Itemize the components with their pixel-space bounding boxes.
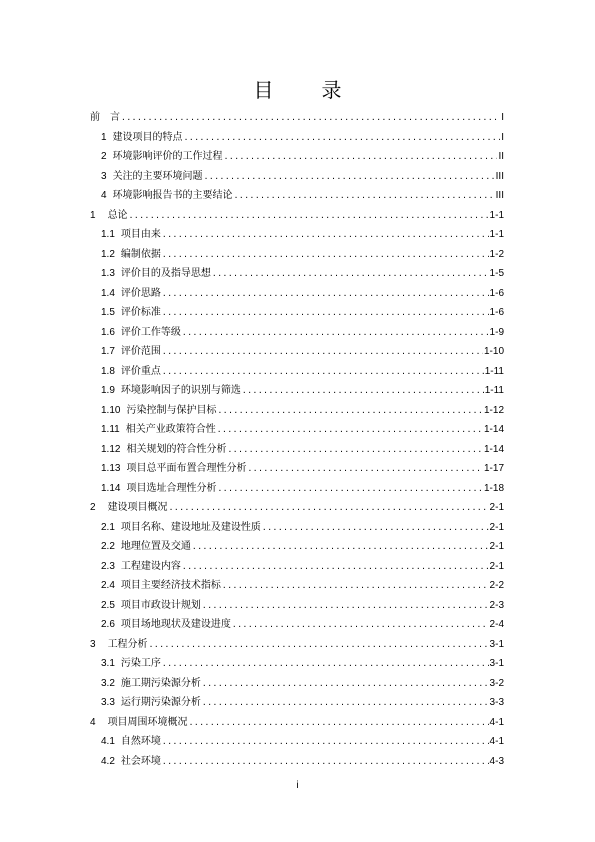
table-of-contents xyxy=(90,108,504,771)
dot-leader xyxy=(262,518,489,538)
toc-entry-title: 项目主要经济技术指标 xyxy=(120,580,221,591)
toc-entry-number: 4.1 xyxy=(101,736,115,747)
toc-entry-title: 施工期污染源分析 xyxy=(120,677,201,689)
toc-entry[interactable] xyxy=(90,186,504,206)
toc-entry[interactable] xyxy=(90,537,504,557)
page-number: i xyxy=(296,780,299,791)
toc-entry-title: 运行期污染源分析 xyxy=(120,697,201,708)
toc-entry-number: 3.1 xyxy=(101,658,115,669)
dot-leader xyxy=(162,752,489,772)
dot-leader xyxy=(121,108,500,128)
toc-entry-number: 1.3 xyxy=(101,268,115,279)
dot-leader xyxy=(202,596,489,616)
toc-entry-page: III xyxy=(495,170,504,182)
dot-leader xyxy=(204,167,495,187)
toc-entry-title: 评价重点 xyxy=(120,365,161,377)
toc-entry-title: 社会环境 xyxy=(120,755,161,767)
toc-entry[interactable] xyxy=(90,479,504,499)
toc-entry-number: 1.4 xyxy=(101,287,115,299)
toc-entry-number: 3.2 xyxy=(101,677,115,689)
toc-entry-number: 1.12 xyxy=(101,443,121,455)
toc-entry-title: 评价标准 xyxy=(120,307,161,318)
toc-entry-page: 2-1 xyxy=(489,502,504,513)
toc-entry-title: 项目总平面布置合理性分析 xyxy=(126,463,247,474)
dot-leader xyxy=(192,537,489,557)
toc-entry[interactable] xyxy=(90,381,504,401)
dot-leader xyxy=(227,440,483,460)
toc-entry-title: 项目名称、建设地址及建设性质 xyxy=(120,521,261,533)
toc-entry-number: 2.2 xyxy=(101,541,115,552)
toc-entry[interactable] xyxy=(90,303,504,323)
toc-entry[interactable] xyxy=(90,518,504,538)
toc-entry-number: 1.8 xyxy=(101,365,115,377)
toc-entry-title: 项目场地现状及建设进度 xyxy=(120,619,231,630)
dot-leader xyxy=(212,264,489,284)
toc-entry-title: 评价范围 xyxy=(120,346,161,357)
toc-entry-number: 1.14 xyxy=(101,482,121,494)
toc-entry[interactable] xyxy=(90,420,504,440)
toc-entry-number: 1.10 xyxy=(101,404,121,416)
toc-entry[interactable] xyxy=(90,459,504,479)
toc-entry-page: I xyxy=(501,131,504,143)
toc-entry-number: 1 xyxy=(101,131,107,143)
toc-entry-title: 项目市政设计规划 xyxy=(120,599,201,611)
toc-entry[interactable] xyxy=(90,635,504,655)
toc-entry-page: 1-11 xyxy=(484,365,504,377)
dot-leader xyxy=(222,576,489,596)
toc-entry-page: 1-10 xyxy=(483,346,504,357)
toc-entry-page: II xyxy=(498,151,504,162)
toc-entry[interactable] xyxy=(90,752,504,772)
toc-entry[interactable] xyxy=(90,128,504,148)
toc-entry-number: 4.2 xyxy=(101,755,115,767)
toc-entry-number: 2 xyxy=(101,151,107,162)
dot-leader xyxy=(217,420,483,440)
toc-entry-page: 2-3 xyxy=(489,599,504,611)
toc-entry-number: 2.3 xyxy=(101,560,115,572)
page-title: 目 录 xyxy=(253,78,356,102)
toc-entry[interactable] xyxy=(90,147,504,167)
toc-entry-page: 4-1 xyxy=(489,716,504,728)
toc-entry[interactable] xyxy=(90,167,504,187)
toc-entry[interactable] xyxy=(90,225,504,245)
toc-entry-page: 1-9 xyxy=(489,326,504,338)
toc-entry-number: 2.6 xyxy=(101,619,115,630)
toc-entry[interactable] xyxy=(90,264,504,284)
toc-entry-title: 污染工序 xyxy=(120,658,161,669)
toc-entry-page: 3-2 xyxy=(489,677,504,689)
dot-leader xyxy=(242,381,484,401)
toc-entry[interactable] xyxy=(90,362,504,382)
toc-entry[interactable] xyxy=(90,440,504,460)
toc-entry-page: 1-14 xyxy=(483,443,504,455)
toc-entry[interactable] xyxy=(90,284,504,304)
dot-leader xyxy=(232,615,489,635)
toc-entry-title: 环境影响报告书的主要结论 xyxy=(112,190,233,201)
toc-entry-page: 1-1 xyxy=(489,209,504,221)
toc-entry-number: 1.13 xyxy=(101,463,121,474)
toc-entry-number: 4 xyxy=(101,190,107,201)
toc-entry[interactable] xyxy=(90,108,504,128)
toc-entry-number: 1.9 xyxy=(101,385,115,396)
dot-leader xyxy=(217,401,483,421)
toc-entry[interactable] xyxy=(90,498,504,518)
toc-entry-title: 环境影响因子的识别与筛选 xyxy=(120,385,241,396)
toc-entry-title: 项目选址合理性分析 xyxy=(126,482,217,494)
dot-leader xyxy=(224,147,498,167)
toc-entry-title: 工程建设内容 xyxy=(120,560,181,572)
toc-entry[interactable] xyxy=(90,693,504,713)
toc-entry-page: 3-3 xyxy=(489,697,504,708)
toc-entry-number: 1.5 xyxy=(101,307,115,318)
dot-leader xyxy=(162,362,484,382)
toc-entry[interactable] xyxy=(90,596,504,616)
toc-entry-page: 3-1 xyxy=(489,638,504,650)
toc-entry-page: 2-4 xyxy=(489,619,504,630)
toc-entry[interactable] xyxy=(90,401,504,421)
toc-entry-title: 环境影响评价的工作过程 xyxy=(112,151,223,162)
toc-entry-title: 相关产业政策符合性 xyxy=(125,424,216,435)
dot-leader xyxy=(182,557,489,577)
toc-entry-page: 1-5 xyxy=(489,268,504,279)
toc-entry-number: 2.4 xyxy=(101,580,115,591)
toc-entry-number: 2 xyxy=(90,502,96,513)
dot-leader xyxy=(189,713,489,733)
dot-leader xyxy=(129,206,489,226)
dot-leader xyxy=(169,498,489,518)
toc-entry-number: 1.11 xyxy=(101,424,120,435)
dot-leader xyxy=(247,459,483,479)
toc-entry-page: 1-6 xyxy=(489,287,504,299)
dot-leader xyxy=(182,323,489,343)
toc-entry-title: 建设项目的特点 xyxy=(112,131,183,143)
dot-leader xyxy=(149,635,489,655)
toc-entry[interactable] xyxy=(90,342,504,362)
toc-entry-number: 3 xyxy=(101,170,107,182)
toc-entry-page: 4-3 xyxy=(489,755,504,767)
toc-entry-number: 1 xyxy=(90,209,96,221)
toc-entry-number: 3 xyxy=(90,638,96,650)
toc-entry-title: 评价工作等级 xyxy=(120,326,181,338)
dot-leader xyxy=(234,186,495,206)
dot-leader xyxy=(162,225,489,245)
toc-entry-page: 2-1 xyxy=(489,521,504,533)
dot-leader xyxy=(162,284,489,304)
dot-leader xyxy=(162,342,483,362)
toc-entry-number: 1.2 xyxy=(101,248,115,260)
toc-entry-number: 1.6 xyxy=(101,326,115,338)
toc-entry-title: 建设项目概况 xyxy=(107,502,168,513)
toc-entry-title: 地理位置及交通 xyxy=(120,541,191,552)
toc-entry-page: 1-6 xyxy=(489,307,504,318)
toc-entry-page: I xyxy=(501,112,504,123)
toc-entry-page: 2-2 xyxy=(489,580,504,591)
toc-entry-page: 1-2 xyxy=(489,248,504,260)
toc-entry-page: 2-1 xyxy=(489,560,504,572)
toc-entry-page: 3-1 xyxy=(489,658,504,669)
dot-leader xyxy=(162,245,489,265)
dot-leader xyxy=(162,654,489,674)
toc-entry-number: 4 xyxy=(90,716,96,728)
toc-entry-title: 工程分析 xyxy=(107,638,148,650)
toc-entry-page: 2-1 xyxy=(489,541,504,552)
toc-entry-title: 项目由来 xyxy=(120,229,161,240)
toc-entry-number: 2.1 xyxy=(101,521,115,533)
dot-leader xyxy=(202,693,489,713)
toc-entry[interactable] xyxy=(90,615,504,635)
toc-entry[interactable] xyxy=(90,713,504,733)
toc-entry-title: 评价思路 xyxy=(120,287,161,299)
dot-leader xyxy=(162,303,489,323)
toc-entry-page: 1-1 xyxy=(489,229,504,240)
dot-leader xyxy=(217,479,483,499)
toc-entry-page: 1-17 xyxy=(483,463,504,474)
toc-entry-page: 1-11 xyxy=(484,385,504,396)
toc-entry-number: 1.1 xyxy=(101,229,115,240)
toc-entry[interactable] xyxy=(90,245,504,265)
toc-entry-title: 相关规划的符合性分析 xyxy=(126,443,227,455)
toc-entry-title: 项目周围环境概况 xyxy=(107,716,188,728)
toc-entry[interactable] xyxy=(90,206,504,226)
toc-entry-page: 4-1 xyxy=(489,736,504,747)
toc-entry[interactable] xyxy=(90,732,504,752)
toc-entry-title: 编制依据 xyxy=(120,248,161,260)
dot-leader xyxy=(202,674,489,694)
toc-entry-title: 关注的主要环境问题 xyxy=(112,170,203,182)
toc-entry-number: 1.7 xyxy=(101,346,115,357)
toc-entry-page: 1-14 xyxy=(483,424,504,435)
toc-entry[interactable] xyxy=(90,674,504,694)
toc-entry-title: 污染控制与保护目标 xyxy=(126,404,217,416)
toc-entry[interactable] xyxy=(90,557,504,577)
toc-entry-title: 总论 xyxy=(107,209,128,221)
toc-entry-title: 前 言 xyxy=(90,112,120,123)
dot-leader xyxy=(184,128,501,148)
toc-entry-page: 1-18 xyxy=(483,482,504,494)
toc-entry-number: 2.5 xyxy=(101,599,115,611)
dot-leader xyxy=(162,732,489,752)
toc-entry[interactable] xyxy=(90,654,504,674)
toc-entry-title: 评价目的及指导思想 xyxy=(120,268,211,279)
toc-entry[interactable] xyxy=(90,576,504,596)
toc-entry-title: 自然环境 xyxy=(120,736,161,747)
toc-entry-page: 1-12 xyxy=(483,404,504,416)
toc-entry-page: III xyxy=(495,190,504,201)
toc-entry-number: 3.3 xyxy=(101,697,115,708)
toc-entry[interactable] xyxy=(90,323,504,343)
